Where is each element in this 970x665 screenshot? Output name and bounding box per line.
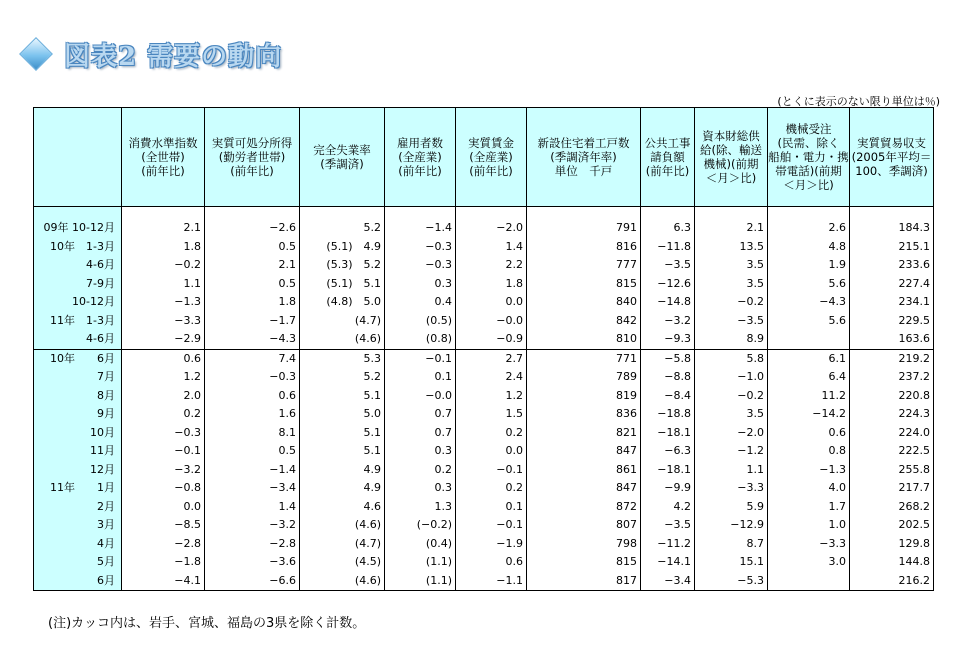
value-cell: 0.5 [205, 275, 300, 294]
spacer-cell [456, 207, 527, 220]
value-cell: −18.1 [641, 461, 695, 480]
value-cell: 1.0 [768, 516, 850, 535]
value-cell: 0.3 [385, 275, 456, 294]
value-cell: −14.1 [641, 553, 695, 572]
row-label: 12月 [34, 461, 122, 480]
value-cell: 2.1 [205, 256, 300, 275]
value-cell: 184.3 [850, 219, 934, 238]
value-cell: 224.0 [850, 424, 934, 443]
value-cell: −3.3 [768, 535, 850, 554]
value-cell: 0.3 [385, 442, 456, 461]
value-cell: 836 [527, 405, 641, 424]
value-cell: 2.7 [456, 349, 527, 368]
row-label: 11年 1-3月 [34, 312, 122, 331]
value-cell: 4.9 [300, 479, 385, 498]
value-cell: 144.8 [850, 553, 934, 572]
value-cell: (4.6) [300, 572, 385, 591]
monthly-row [34, 553, 934, 572]
value-cell: 5.6 [768, 312, 850, 331]
value-cell: 5.2 [300, 368, 385, 387]
monthly-row [34, 442, 934, 461]
value-cell: (4.6) [300, 330, 385, 349]
value-cell: 0.0 [122, 498, 205, 517]
value-cell: −4.3 [205, 330, 300, 349]
spacer-cell [122, 207, 205, 220]
spacer-row [34, 207, 934, 220]
value-cell: −1.4 [385, 219, 456, 238]
value-cell: (4.7) [300, 312, 385, 331]
value-cell: 255.8 [850, 461, 934, 480]
value-cell: 0.0 [456, 442, 527, 461]
value-cell: 1.1 [122, 275, 205, 294]
value-cell: 3.5 [695, 275, 768, 294]
value-cell: 7.4 [205, 349, 300, 368]
monthly-row [34, 461, 934, 480]
row-label: 9月 [34, 405, 122, 424]
value-cell: −0.2 [122, 256, 205, 275]
value-cell: −5.3 [695, 572, 768, 591]
value-cell: 798 [527, 535, 641, 554]
value-cell: 0.4 [385, 293, 456, 312]
monthly-row [34, 498, 934, 517]
value-cell: −12.6 [641, 275, 695, 294]
value-cell: 8.1 [205, 424, 300, 443]
value-cell: −1.8 [122, 553, 205, 572]
value-cell: −0.3 [385, 238, 456, 257]
value-cell: −3.4 [641, 572, 695, 591]
value-cell: (5.3) 5.2 [300, 256, 385, 275]
diamond-bullet-icon [19, 37, 53, 71]
column-header: 実質貿易収支 (2005年平均＝ 100、季調済) [850, 108, 934, 207]
value-cell: 1.4 [205, 498, 300, 517]
column-header: 雇用者数 (全産業) (前年比) [385, 108, 456, 207]
value-cell: −0.3 [122, 424, 205, 443]
value-cell: −1.2 [695, 442, 768, 461]
row-label: 2月 [34, 498, 122, 517]
value-cell: 1.2 [122, 368, 205, 387]
value-cell: −4.1 [122, 572, 205, 591]
row-label: 8月 [34, 387, 122, 406]
value-cell: 5.1 [300, 387, 385, 406]
value-cell: 0.6 [122, 349, 205, 368]
value-cell: −3.4 [205, 479, 300, 498]
value-cell: 4.2 [641, 498, 695, 517]
value-cell: 233.6 [850, 256, 934, 275]
value-cell: 789 [527, 368, 641, 387]
value-cell: 13.5 [695, 238, 768, 257]
spacer-cell [768, 207, 850, 220]
value-cell: 819 [527, 387, 641, 406]
value-cell: 777 [527, 256, 641, 275]
value-cell: 816 [527, 238, 641, 257]
value-cell: 229.5 [850, 312, 934, 331]
value-cell: 1.1 [695, 461, 768, 480]
value-cell: 815 [527, 553, 641, 572]
value-cell: 8.9 [695, 330, 768, 349]
value-cell: 807 [527, 516, 641, 535]
row-label: 09年 10-12月 [34, 219, 122, 238]
value-cell: (4.7) [300, 535, 385, 554]
value-cell: 0.2 [122, 405, 205, 424]
monthly-row [34, 387, 934, 406]
value-cell: −1.1 [456, 572, 527, 591]
value-cell: −2.0 [456, 219, 527, 238]
value-cell: −3.5 [641, 516, 695, 535]
value-cell: (4.6) [300, 516, 385, 535]
value-cell: 1.8 [205, 293, 300, 312]
value-cell: 842 [527, 312, 641, 331]
monthly-row [34, 535, 934, 554]
value-cell: −3.6 [205, 553, 300, 572]
row-label: 4-6月 [34, 330, 122, 349]
value-cell: −0.1 [122, 442, 205, 461]
value-cell: −11.2 [641, 535, 695, 554]
value-cell: 1.8 [122, 238, 205, 257]
row-label: 11年 1月 [34, 479, 122, 498]
value-cell: −0.0 [456, 312, 527, 331]
value-cell: −5.8 [641, 349, 695, 368]
value-cell: 861 [527, 461, 641, 480]
row-label: 10年 6月 [34, 349, 122, 368]
value-cell: 5.1 [300, 442, 385, 461]
value-cell: 227.4 [850, 275, 934, 294]
row-label: 10月 [34, 424, 122, 443]
row-label: 5月 [34, 553, 122, 572]
value-cell: −14.8 [641, 293, 695, 312]
value-cell: 0.1 [385, 368, 456, 387]
spacer-cell [34, 207, 122, 220]
value-cell: 3.5 [695, 405, 768, 424]
value-cell: 15.1 [695, 553, 768, 572]
value-cell: −8.5 [122, 516, 205, 535]
value-cell: (4.5) [300, 553, 385, 572]
value-cell: 5.1 [300, 424, 385, 443]
value-cell: 5.2 [300, 219, 385, 238]
footnote: (注)カッコ内は、岩手、宮城、福島の3県を除く計数。 [48, 616, 366, 631]
value-cell: 791 [527, 219, 641, 238]
value-cell: 237.2 [850, 368, 934, 387]
quarterly-row [34, 256, 934, 275]
value-cell: −0.3 [385, 256, 456, 275]
row-label: 4月 [34, 535, 122, 554]
value-cell: −14.2 [768, 405, 850, 424]
column-header: 機械受注 (民需、除く 船舶・電力・携 帯電話)(前期 ＜月＞比) [768, 108, 850, 207]
value-cell: 1.5 [456, 405, 527, 424]
value-cell: −0.1 [385, 349, 456, 368]
value-cell: 0.2 [456, 424, 527, 443]
value-cell: −0.8 [122, 479, 205, 498]
value-cell: 815 [527, 275, 641, 294]
monthly-row [34, 405, 934, 424]
value-cell: 0.2 [456, 479, 527, 498]
row-label: 11月 [34, 442, 122, 461]
column-header: 実質可処分所得 (勤労者世帯) (前年比) [205, 108, 300, 207]
value-cell: −8.8 [641, 368, 695, 387]
monthly-row [34, 424, 934, 443]
row-label: 3月 [34, 516, 122, 535]
value-cell: −9.9 [641, 479, 695, 498]
value-cell: (1.1) [385, 553, 456, 572]
value-cell: 3.5 [695, 256, 768, 275]
value-cell: −18.8 [641, 405, 695, 424]
monthly-row [34, 479, 934, 498]
value-cell: 220.8 [850, 387, 934, 406]
value-cell: 4.6 [300, 498, 385, 517]
value-cell: 8.7 [695, 535, 768, 554]
value-cell: −1.0 [695, 368, 768, 387]
value-cell: 872 [527, 498, 641, 517]
value-cell: −0.1 [456, 516, 527, 535]
value-cell: 0.1 [456, 498, 527, 517]
monthly-row [34, 572, 934, 591]
value-cell: 1.3 [385, 498, 456, 517]
value-cell: 5.8 [695, 349, 768, 368]
value-cell: −0.0 [385, 387, 456, 406]
value-cell: −1.9 [456, 535, 527, 554]
value-cell: 0.6 [205, 387, 300, 406]
value-cell: 215.1 [850, 238, 934, 257]
value-cell: −2.6 [205, 219, 300, 238]
row-label: 7-9月 [34, 275, 122, 294]
value-cell: 840 [527, 293, 641, 312]
value-cell: 3.0 [768, 553, 850, 572]
value-cell: 2.2 [456, 256, 527, 275]
value-cell: 234.1 [850, 293, 934, 312]
value-cell: 2.1 [122, 219, 205, 238]
value-cell: 1.4 [456, 238, 527, 257]
value-cell: (4.8) 5.0 [300, 293, 385, 312]
value-cell: (5.1) 4.9 [300, 238, 385, 257]
row-label: 7月 [34, 368, 122, 387]
value-cell: 0.6 [456, 553, 527, 572]
value-cell: 771 [527, 349, 641, 368]
value-cell: 224.3 [850, 405, 934, 424]
value-cell: 222.5 [850, 442, 934, 461]
value-cell: 1.8 [456, 275, 527, 294]
value-cell: 268.2 [850, 498, 934, 517]
value-cell: −2.8 [122, 535, 205, 554]
quarterly-row [34, 238, 934, 257]
value-cell: 847 [527, 479, 641, 498]
value-cell: 219.2 [850, 349, 934, 368]
value-cell: 847 [527, 442, 641, 461]
value-cell: 217.7 [850, 479, 934, 498]
value-cell: 6.3 [641, 219, 695, 238]
value-cell: 1.2 [456, 387, 527, 406]
header-corner [34, 108, 122, 207]
value-cell: 0.7 [385, 405, 456, 424]
monthly-row [34, 516, 934, 535]
column-header: 資本財総供 給(除、輸送 機械)(前期 ＜月＞比) [695, 108, 768, 207]
value-cell: −1.3 [122, 293, 205, 312]
spacer-cell [385, 207, 456, 220]
value-cell: (1.1) [385, 572, 456, 591]
value-cell: −1.7 [205, 312, 300, 331]
value-cell: 0.8 [768, 442, 850, 461]
value-cell: 0.7 [385, 424, 456, 443]
value-cell: 6.1 [768, 349, 850, 368]
column-header: 新設住宅着工戸数 (季調済年率) 単位 千戸 [527, 108, 641, 207]
row-label: 6月 [34, 572, 122, 591]
value-cell: 817 [527, 572, 641, 591]
quarterly-row [34, 275, 934, 294]
value-cell: −0.2 [695, 293, 768, 312]
column-header: 消費水準指数 (全世帯) (前年比) [122, 108, 205, 207]
value-cell: 2.6 [768, 219, 850, 238]
value-cell: 163.6 [850, 330, 934, 349]
value-cell: −3.5 [641, 256, 695, 275]
quarterly-row [34, 219, 934, 238]
value-cell: 1.6 [205, 405, 300, 424]
value-cell: −6.3 [641, 442, 695, 461]
value-cell: 2.1 [695, 219, 768, 238]
value-cell: 5.9 [695, 498, 768, 517]
value-cell: 1.9 [768, 256, 850, 275]
value-cell: −18.1 [641, 424, 695, 443]
value-cell: −1.4 [205, 461, 300, 480]
value-cell: −0.1 [456, 461, 527, 480]
value-cell: 2.4 [456, 368, 527, 387]
value-cell: −1.3 [768, 461, 850, 480]
value-cell: 4.8 [768, 238, 850, 257]
title-block [20, 36, 282, 72]
column-header: 公共工事 請負額 (前年比) [641, 108, 695, 207]
spacer-cell [205, 207, 300, 220]
value-cell: 0.2 [385, 461, 456, 480]
value-cell: 0.6 [768, 424, 850, 443]
value-cell: −2.8 [205, 535, 300, 554]
value-cell: −3.2 [641, 312, 695, 331]
column-header: 実質賃金 (全産業) (前年比) [456, 108, 527, 207]
demand-table [33, 107, 934, 591]
column-header: 完全失業率 (季調済) [300, 108, 385, 207]
spacer-cell [527, 207, 641, 220]
quarterly-row [34, 330, 934, 349]
value-cell: 0.5 [205, 442, 300, 461]
monthly-row [34, 349, 934, 368]
value-cell: −3.2 [122, 461, 205, 480]
value-cell: 821 [527, 424, 641, 443]
value-cell: −6.6 [205, 572, 300, 591]
spacer-cell [641, 207, 695, 220]
monthly-row [34, 368, 934, 387]
table-body [34, 207, 934, 591]
value-cell: −4.3 [768, 293, 850, 312]
quarterly-row [34, 312, 934, 331]
value-cell: −0.9 [456, 330, 527, 349]
value-cell: 11.2 [768, 387, 850, 406]
value-cell: 5.3 [300, 349, 385, 368]
value-cell [768, 330, 850, 349]
value-cell: (−0.2) [385, 516, 456, 535]
value-cell: 129.8 [850, 535, 934, 554]
spacer-cell [850, 207, 934, 220]
value-cell [768, 572, 850, 591]
row-label: 10年 1-3月 [34, 238, 122, 257]
value-cell: −3.3 [695, 479, 768, 498]
value-cell: −3.2 [205, 516, 300, 535]
header-row [34, 108, 934, 207]
value-cell: (0.8) [385, 330, 456, 349]
spacer-cell [695, 207, 768, 220]
value-cell: 5.0 [300, 405, 385, 424]
value-cell: 6.4 [768, 368, 850, 387]
value-cell: −11.8 [641, 238, 695, 257]
unit-note: (とくに表示のない限り単位は％) [777, 95, 940, 108]
value-cell: 2.0 [122, 387, 205, 406]
value-cell: −0.3 [205, 368, 300, 387]
value-cell: −8.4 [641, 387, 695, 406]
value-cell: −12.9 [695, 516, 768, 535]
value-cell: −9.3 [641, 330, 695, 349]
value-cell: −3.3 [122, 312, 205, 331]
row-label: 4-6月 [34, 256, 122, 275]
value-cell: 4.9 [300, 461, 385, 480]
value-cell: 0.0 [456, 293, 527, 312]
value-cell: −3.5 [695, 312, 768, 331]
value-cell: (5.1) 5.1 [300, 275, 385, 294]
value-cell: 5.6 [768, 275, 850, 294]
value-cell: 4.0 [768, 479, 850, 498]
value-cell: −2.9 [122, 330, 205, 349]
value-cell: −0.2 [695, 387, 768, 406]
value-cell: 0.5 [205, 238, 300, 257]
value-cell: (0.5) [385, 312, 456, 331]
value-cell: (0.4) [385, 535, 456, 554]
value-cell: 0.3 [385, 479, 456, 498]
value-cell: 1.7 [768, 498, 850, 517]
value-cell: 216.2 [850, 572, 934, 591]
value-cell: −2.0 [695, 424, 768, 443]
value-cell: 202.5 [850, 516, 934, 535]
value-cell: 810 [527, 330, 641, 349]
page-title: 図表2 需要の動向 [64, 41, 283, 72]
row-label: 10-12月 [34, 293, 122, 312]
spacer-cell [300, 207, 385, 220]
quarterly-row [34, 293, 934, 312]
